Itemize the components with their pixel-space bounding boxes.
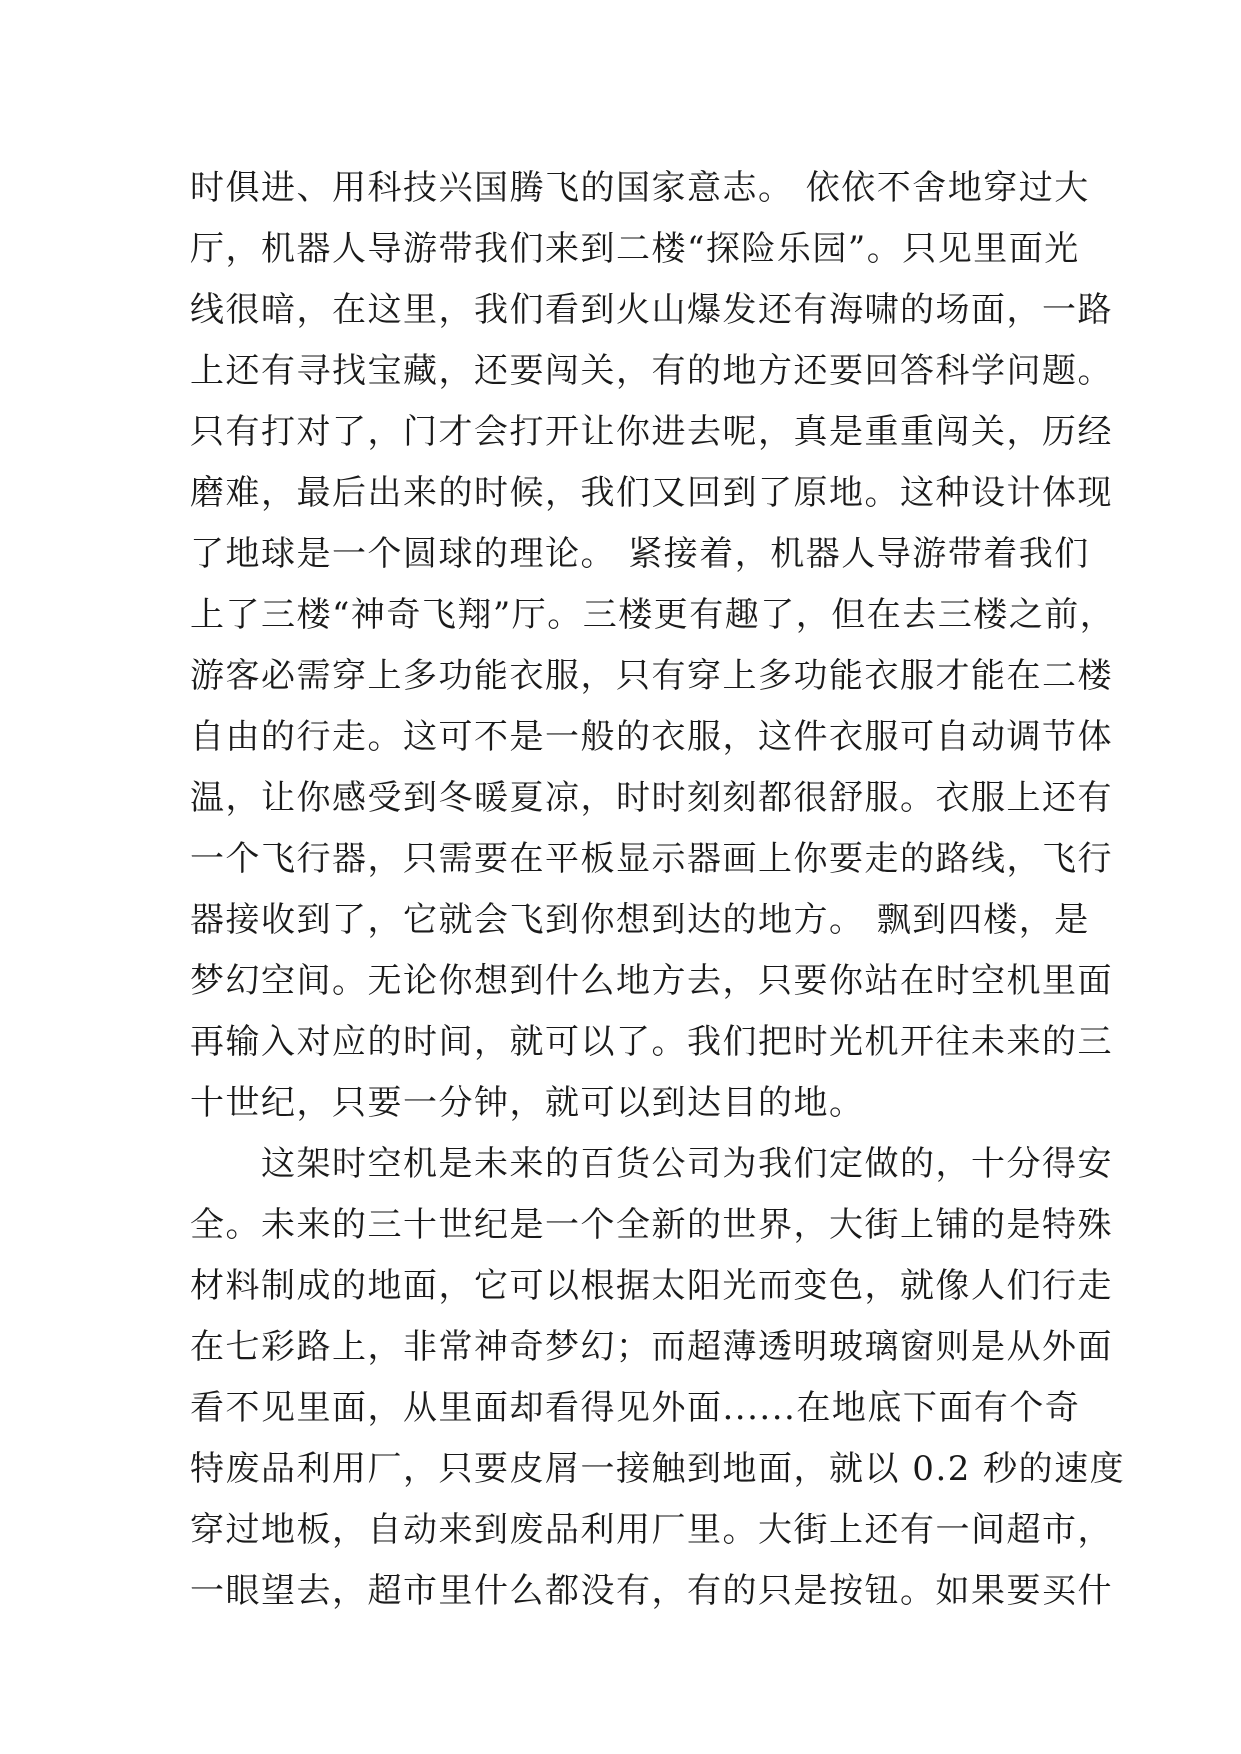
text-line: 器接收到了，它就会飞到你想到达的地方。 飘到四楼，是	[190, 900, 1090, 940]
text-line: 特废品利用厂，只要皮屑一接触到地面，就以 0.2 秒的速度	[190, 1449, 1126, 1489]
text-line: 穿过地板，自动来到废品利用厂里。大街上还有一间超市，	[190, 1510, 1113, 1550]
text-line: 梦幻空间。无论你想到什么地方去，只要你站在时空机里面	[190, 961, 1113, 1001]
text-line: 一个飞行器，只需要在平板显示器画上你要走的路线，飞行	[190, 839, 1113, 879]
text-line: 上了三楼“神奇飞翔”厅。三楼更有趣了，但在去三楼之前，	[190, 595, 1116, 635]
text-line: 自由的行走。这可不是一般的衣服，这件衣服可自动调节体	[190, 717, 1113, 757]
text-line: 材料制成的地面，它可以根据太阳光而变色，就像人们行走	[190, 1266, 1113, 1306]
text-line: 看不见里面，从里面却看得见外面......在地底下面有个奇	[190, 1388, 1081, 1428]
text-line: 时俱进、用科技兴国腾飞的国家意志。 依依不舍地穿过大	[190, 168, 1090, 208]
text-line: 十世纪，只要一分钟，就可以到达目的地。	[190, 1083, 865, 1123]
text-line: 游客必需穿上多功能衣服，只有穿上多功能衣服才能在二楼	[190, 656, 1113, 696]
text-line: 再输入对应的时间，就可以了。我们把时光机开往未来的三	[190, 1022, 1113, 1062]
text-line: 一眼望去，超市里什么都没有，有的只是按钮。如果要买什	[190, 1571, 1113, 1611]
text-line: 全。未来的三十世纪是一个全新的世界，大街上铺的是特殊	[190, 1205, 1113, 1245]
text-line: 了地球是一个圆球的理论。 紧接着，机器人导游带着我们	[190, 534, 1090, 574]
text-line: 只有打对了，门才会打开让你进去呢，真是重重闯关，历经	[190, 412, 1113, 452]
text-line: 线很暗，在这里，我们看到火山爆发还有海啸的场面，一路	[190, 290, 1113, 330]
text-line: 上还有寻找宝藏，还要闯关，有的地方还要回答科学问题。	[190, 351, 1113, 391]
text-line: 在七彩路上，非常神奇梦幻；而超薄透明玻璃窗则是从外面	[190, 1327, 1113, 1367]
text-line: 厅，机器人导游带我们来到二楼“探险乐园”。只见里面光	[190, 229, 1080, 269]
body-text	[190, 158, 1126, 1622]
text-line: 温，让你感受到冬暖夏凉，时时刻刻都很舒服。衣服上还有	[190, 778, 1113, 818]
text-line: 磨难，最后出来的时候，我们又回到了原地。这种设计体现	[190, 473, 1113, 513]
text-line: 这架时空机是未来的百货公司为我们定做的，十分得安	[190, 1144, 1113, 1184]
